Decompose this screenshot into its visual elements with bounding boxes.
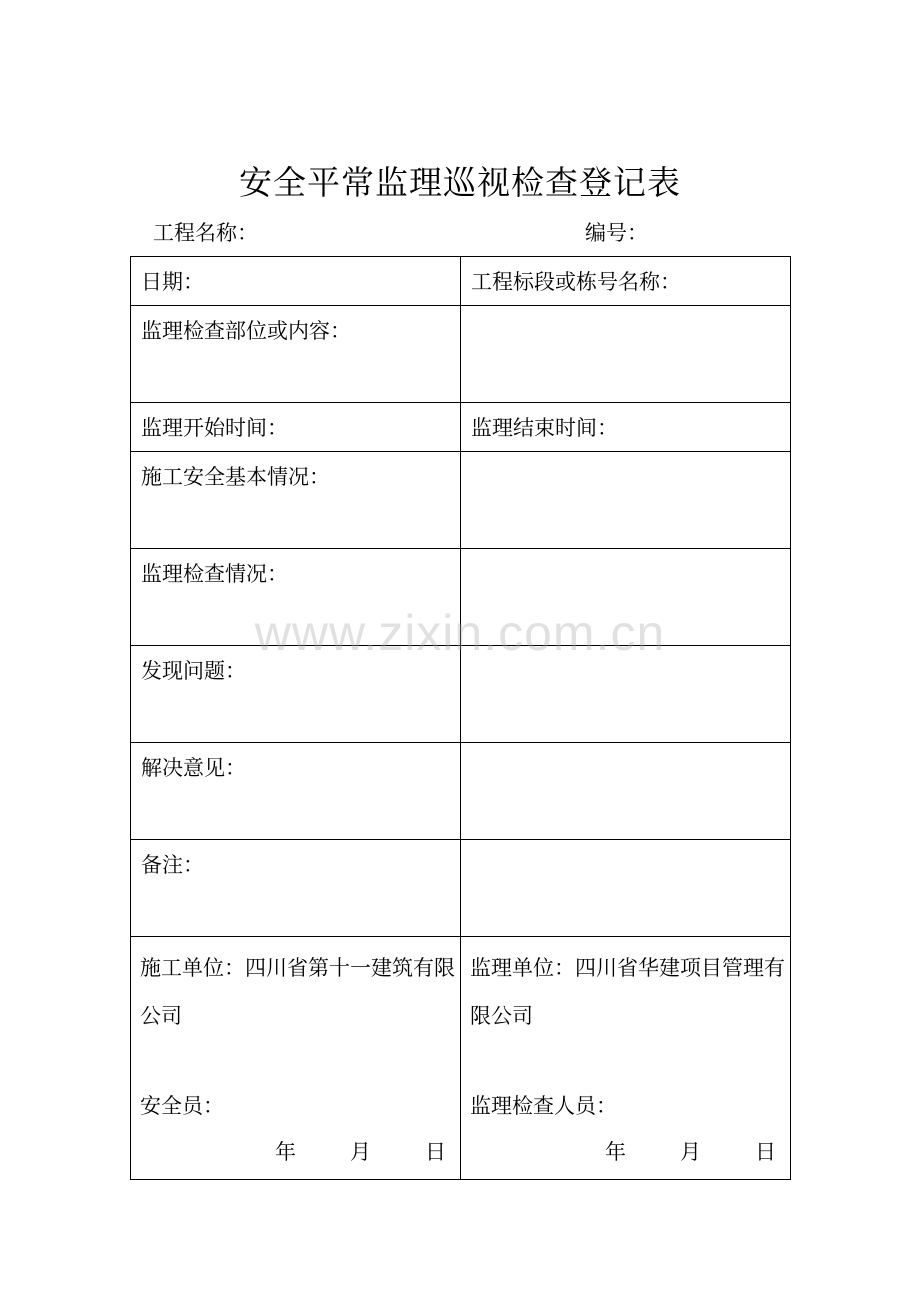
- remarks-input[interactable]: [461, 840, 791, 937]
- supervision-date: [605, 1136, 776, 1168]
- solutions-input[interactable]: [461, 743, 791, 840]
- day-label: 日: [755, 1140, 776, 1164]
- inspection-status-cell: [131, 549, 461, 646]
- inspection-part-input[interactable]: [461, 306, 791, 403]
- construction-unit-text: 施工单位：四川省第十一建筑有限公司: [140, 956, 455, 1028]
- table-row: [131, 646, 791, 743]
- section-label: 工程标段或栋号名称：: [471, 270, 681, 294]
- inspection-part-label: 监理检查部位或内容：: [141, 319, 351, 343]
- section-cell[interactable]: [461, 257, 791, 306]
- day-label: 日: [425, 1140, 446, 1164]
- inspection-part-cell: [131, 306, 461, 403]
- watermark: www.zixin.com.cn: [254, 605, 666, 661]
- supervision-sign-cell[interactable]: [461, 937, 791, 1180]
- solutions-cell: [131, 743, 461, 840]
- year-label: 年: [605, 1140, 626, 1164]
- inspector-label: 监理检查人员：: [470, 1094, 617, 1118]
- remarks-cell: [131, 840, 461, 937]
- remarks-label: 备注：: [141, 853, 204, 877]
- inspection-form-table: [130, 256, 791, 1180]
- table-row: [131, 743, 791, 840]
- table-row: [131, 257, 791, 306]
- end-time-cell[interactable]: [461, 403, 791, 452]
- start-time-label: 监理开始时间：: [141, 416, 288, 440]
- supervision-unit-text: 监理单位：四川省华建项目管理有限公司: [470, 956, 785, 1028]
- table-row: [131, 549, 791, 646]
- table-row: [131, 840, 791, 937]
- construction-sign-cell[interactable]: [131, 937, 461, 1180]
- inspection-status-input[interactable]: [461, 549, 791, 646]
- year-label: 年: [275, 1140, 296, 1164]
- problems-input[interactable]: [461, 646, 791, 743]
- start-time-cell[interactable]: [131, 403, 461, 452]
- project-name-label: 工程名称：: [153, 221, 258, 245]
- table-row: [131, 937, 791, 1180]
- end-time-label: 监理结束时间：: [471, 416, 618, 440]
- safety-status-cell: [131, 452, 461, 549]
- construction-date: [275, 1136, 446, 1168]
- date-cell[interactable]: [131, 257, 461, 306]
- month-label: 月: [350, 1140, 371, 1164]
- safety-status-label: 施工安全基本情况：: [141, 465, 330, 489]
- number-label: 编号：: [585, 221, 648, 245]
- table-row: [131, 452, 791, 549]
- safety-status-input[interactable]: [461, 452, 791, 549]
- problems-cell: [131, 646, 461, 743]
- date-label: 日期：: [141, 270, 204, 294]
- solutions-label: 解决意见：: [141, 756, 246, 780]
- page-title: 安全平常监理巡视检查登记表: [239, 163, 681, 202]
- month-label: 月: [680, 1140, 701, 1164]
- table-row: [131, 403, 791, 452]
- problems-label: 发现问题：: [141, 659, 246, 683]
- safety-officer-label: 安全员：: [140, 1094, 224, 1118]
- table-row: [131, 306, 791, 403]
- inspection-status-label: 监理检查情况：: [141, 562, 288, 586]
